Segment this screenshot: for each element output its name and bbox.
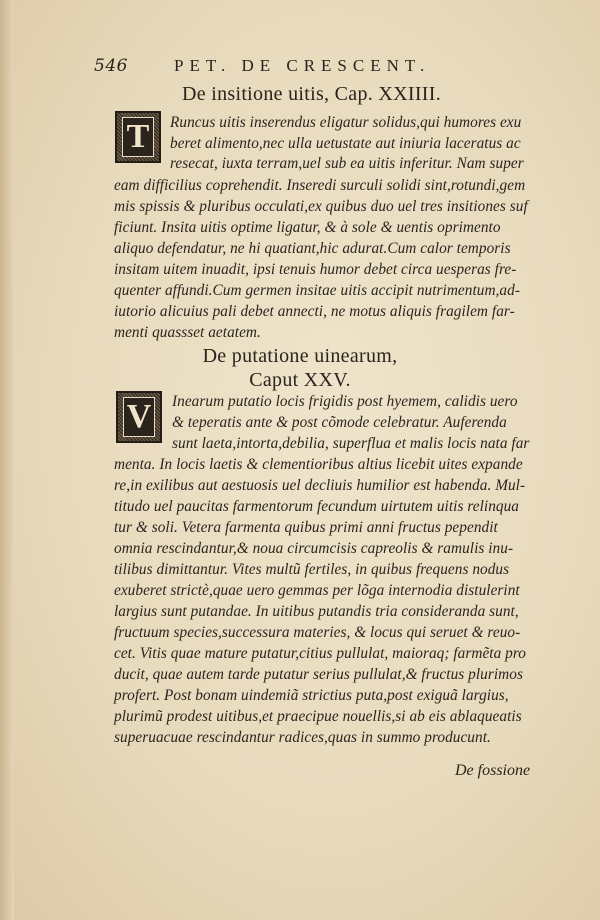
page-gutter xyxy=(0,0,14,920)
text-line: sunt laeta,intorta,debilia, superflua et malis locis nata far xyxy=(172,435,530,452)
text-line: quenter affundi.Cum germen insitae uitis accipit nutrimentum,ad- xyxy=(114,282,520,299)
text-line: tur & soli. Vetera farmenta quibus primi anni fructus pependit xyxy=(114,519,498,536)
text-line: fructuum species,successura materies, & locus qui seruet & reuo- xyxy=(114,624,521,641)
text-line: superuacuae rescindantur radices,quas in summo producunt. xyxy=(114,729,491,746)
text-line: titudo uel paucitas farmentorum fecundum uirtutem uitis relinqua xyxy=(114,498,519,515)
text-line: cet. Vitis quae mature putatur,citius pullulat, maioraq; farmẽta pro xyxy=(114,645,526,662)
text-line: menta. In locis laetis & clementioribus altius licebit uites expande xyxy=(114,456,523,473)
initial-letter: T xyxy=(126,118,150,155)
decorated-initial xyxy=(116,391,162,443)
chapter-subtitle: Caput XXV. xyxy=(249,369,351,391)
chapter-title: De putatione uinearum, xyxy=(202,345,398,367)
decorated-initial xyxy=(115,111,161,163)
text-line: aliquo defendatur, ne hi quatiant,hic adurat.Cum calor temporis xyxy=(114,240,511,257)
text-line: Inearum putatio locis frigidis post hyemem, calidis uero xyxy=(172,393,518,410)
running-head xyxy=(94,54,534,78)
text-line: tilibus dimittantur. Vites multũ fertiles, in quibus frequens nodus xyxy=(114,561,510,578)
text-line: iutorio alicuius pali debet annecti, ne motus aliquis fragilem far- xyxy=(114,303,515,320)
page-number: 546 xyxy=(94,56,128,76)
text-line: re,in exilibus aut aestuosis uel decliuis humilior est habenda. Mul- xyxy=(114,477,526,494)
text-line: profert. Post bonam uindemiã strictius puta,post exiguã largius, xyxy=(114,687,509,704)
text-line: & teperatis ante & post cõmode celebratur. Auferenda xyxy=(172,414,507,431)
text-line: exuberet strictè,quae uero gemmas per lõga internodia distulerint xyxy=(114,582,520,599)
text-line: beret alimento,nec ulla uetustate aut iniuria laceratus ac xyxy=(170,135,521,152)
text-line: mis spissis & pluribus occulati,ex quibus duo uel tres insitiones suf xyxy=(114,198,528,215)
text-line: omnia rescindantur,& noua circumcisis capreolis & ramulis inu- xyxy=(114,540,514,557)
text-line: Runcus uitis inserendus eligatur solidus,qui humores exu xyxy=(170,114,522,131)
text-line: menti quassset aetatem. xyxy=(114,324,261,341)
text-line: insitam uitem inuadit, ipsi tenuis humor debet circa uesperas fre- xyxy=(114,261,517,278)
text-line: resecat, iuxta terram,uel sub ea uitis inferitur. Nam super xyxy=(170,155,524,172)
text-line: largius sunt putandae. In uitibus putandis tria consideranda sunt, xyxy=(114,603,519,620)
text-line: eam difficilius coprehendit. Inseredi surculi solidi sint,rotundi,gem xyxy=(114,177,526,194)
text-line: ficiunt. Insita uitis optime ligatur, & à sole & uentis oprimento xyxy=(114,219,501,236)
text-line: ducit, quae autem tarde putatur serius pullulat,& fructus plurimos xyxy=(114,666,523,683)
catchword: De fossione xyxy=(455,762,531,779)
initial-letter: V xyxy=(126,398,152,435)
text-line: plurimũ prodest uitibus,et praecipue nouellis,si ab eis ablaqueatis xyxy=(114,708,522,725)
running-title: PET. DE CRESCENT. xyxy=(174,56,431,75)
chapter-title: De insitione uitis, Cap. XXIIII. xyxy=(182,83,442,105)
